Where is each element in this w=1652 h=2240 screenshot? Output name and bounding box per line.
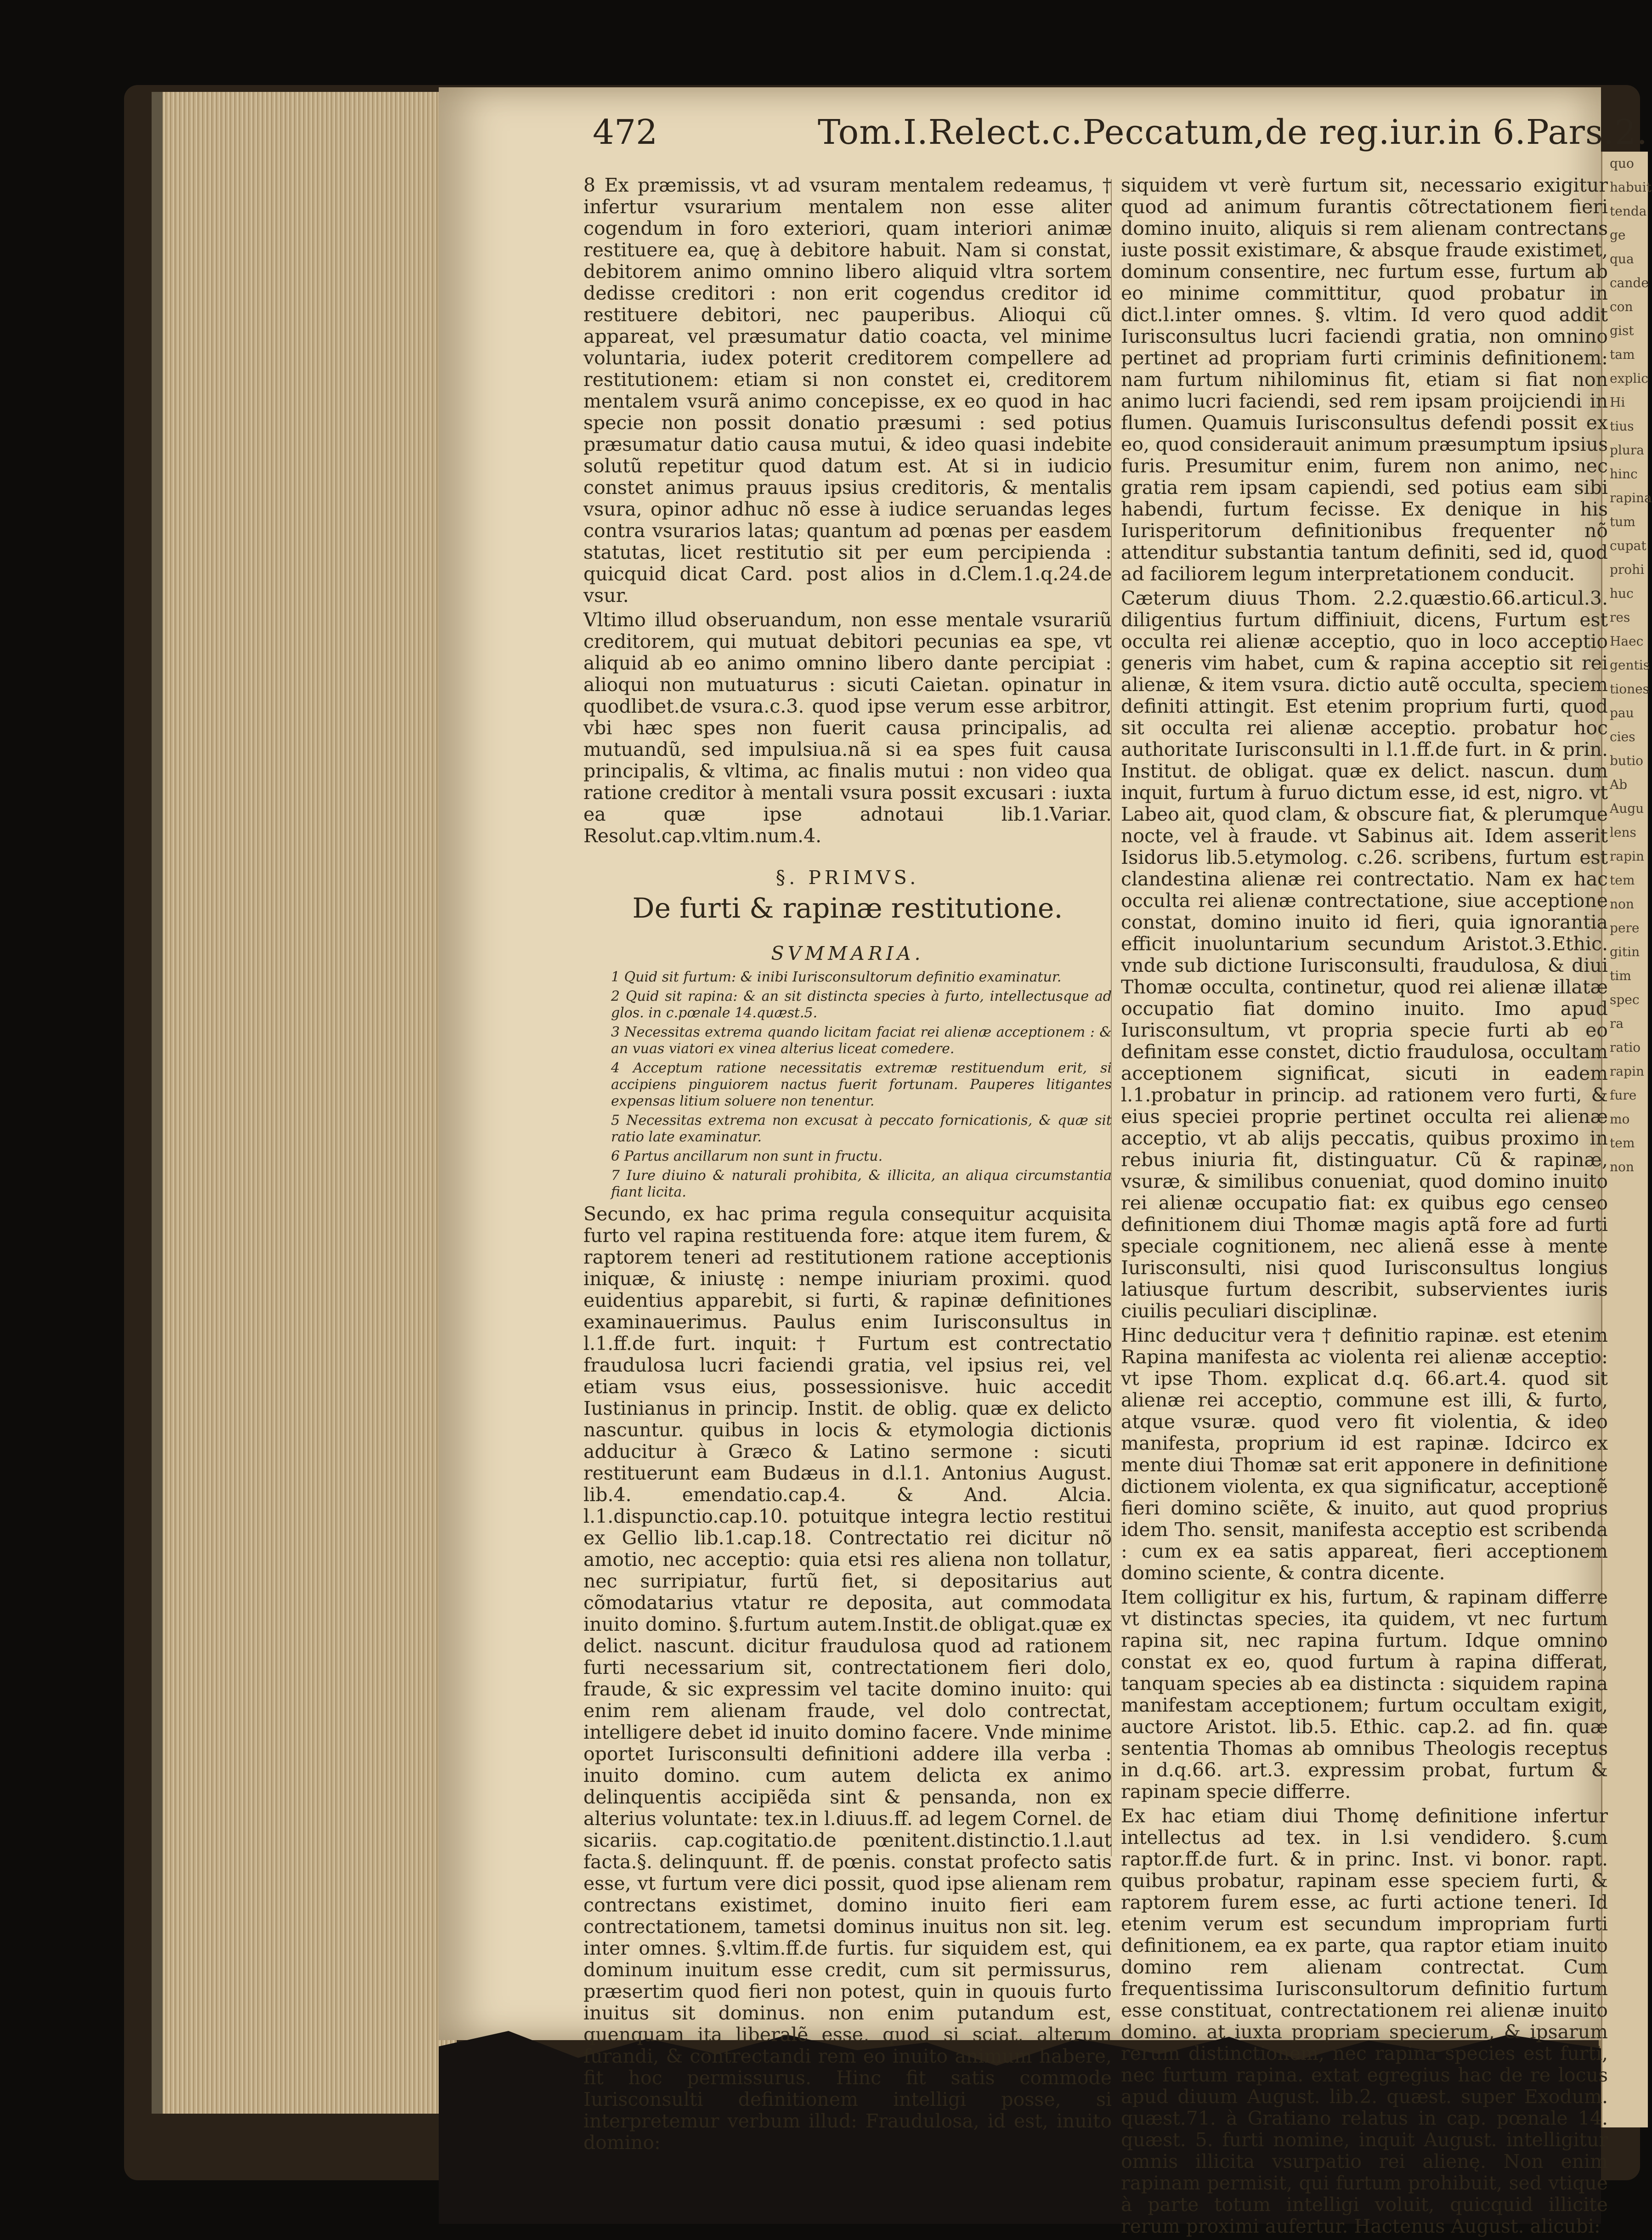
summary-item: 1 Quid sit furtum: & inibi Iurisconsultorum definitio examinatur.: [611, 969, 1062, 985]
summary-item: 5 Necessitas extrema non excusat à peccato fornicationis, & quæ sit ratio late examinatur.: [611, 1112, 1112, 1145]
facing-page-fragment: fure: [1610, 1088, 1637, 1103]
facing-page-fragment: quo: [1610, 156, 1634, 171]
facing-page-fragment: non: [1610, 1159, 1634, 1174]
paragraph: siquidem vt verè furtum sit, necessario exigitur quod ad animum furantis cõtrectationem fieri domino inuito, aliquis si rem alienam contrectans iuste possit existimare, & absque fraude existimet, dominum consentire, nec furtum esse, furtum ab eo minime committitur, quod probatur in dict.l.inter omnes. §. vltim. Id vero quod addit Iurisconsultus lucri faciendi gratia, non omnino pertinet ad propriam furti criminis definitionem: nam furtum nihilominus fit, etiam si fiat non animo lucri faciendi, sed rem ipsam proijciendi in flumen. Quamuis Iurisconsultus defendi possit ex eo, quod considerauit animum præsumptum ipsius furis. Presumitur enim, furem non animo, nec gratia rem ipsam capiendi, sed potius eam sibi habendi, furtum fecisse. Ex denique in his Iurisperitorum definitionibus frequenter nõ attenditur substantia tantum definiti, sed id, quod ad faciliorem legum interpretationem conducit.: [1121, 174, 1608, 585]
facing-page-fragment: habuit: [1610, 180, 1652, 195]
paragraph: Secundo, ex hac prima regula consequitur acquisita furto vel rapina restituenda fore: atque item furem, & raptorem teneri ad restitutionem ratione acceptionis iniquæ, & iniustę : nempe iniuriam proximi. quod euidentius apparebit, si furti, & rapinæ definitiones examinauerimus. Paulus enim Iurisconsultus in l.1.ff.de furt. inquit: † Furtum est contrectatio fraudulosa lucri faciendi gratia, vel ipsius rei, vel etiam vsus eius, possessionisve. huic accedit Iustinianus in princip. Instit. de oblig. quæ ex delicto nascuntur. quibus in locis & etymologia dictionis adducitur à Græco & Latino sermone : sicuti restituerunt eam Budæus in d.l.1. Antonius August. lib.4. emendatio.cap.4. & And. Alcia. l.1.dispunctio.cap.10. potuitque integra lectio restitui ex Gellio lib.1.cap.18. Contrectatio rei dicitur nõ amotio, nec acceptio: quia etsi res aliena non tollatur, nec surripiatur, furtũ fiet, si depositarius aut cõmodatarius vtatur re deposita, aut commodata inuito domino. §.furtum autem.Instit.de obligat.quæ ex delict. nascunt. dicitur fraudulosa quod ad rationem furti necessarium sit, contrectationem fieri dolo, fraude, & sic expressim vel tacite domino inuito: qui enim rem alienam fraude, vel dolo contrectat, intelligere debet id inuito domino facere. Vnde minime oportet Iurisconsulti definitioni addere illa verba : inuito domino. cum autem delicta ex animo delinquentis accipiẽda sint & pensanda, non ex alterius voluntate: tex.in l.diuus.ff. ad legem Cornel. de sicariis. cap.cogitatio.de pœnitent.distinctio.1.l.aut facta.§. delinquunt. ff. de pœnis. constat profecto satis esse, vt furtum vere dici possit, quod ipse alienam rem contrectans existimet, domino inuito fieri eam contrectationem, tametsi dominus inuitus non sit. leg. inter omnes. §.vltim.ff.de furtis. fur siquidem est, qui dominum inuitum esse credit, cum sit permissurus, præsertim quod fieri non potest, quin in quouis furto inuitus sit dominus. non enim putandum est, quenquam ita liberalẽ esse, quod si sciat, alterum furandi, & contrectandi rem eo inuito animum habere, fit hoc permissurus. Hinc fit satis commode Iurisconsulti definitionem intelligi posse, si interpretemur verbum illud: Fraudulosa, id est, inuito domino:: [583, 1203, 1112, 2154]
summaria-heading: SVMMARIA.: [771, 942, 924, 964]
facing-page-fragment: qua: [1610, 251, 1634, 267]
section-title: De furti & rapinæ restitutione.: [632, 892, 1063, 924]
facing-page-fragment: ge: [1610, 227, 1626, 243]
facing-page-fragment: con: [1610, 299, 1633, 314]
facing-page-fragment: cupat: [1610, 538, 1646, 553]
facing-page-fragment: gentis: [1610, 658, 1650, 673]
paragraph: Item colligitur ex his, furtum, & rapinam differre vt distinctas species, ita quidem, vt nec furtum rapina sit, nec rapina furtum. Idque omnino constat ex eo, quod furtum à rapina differat, tanquam species ab ea distincta : siquidem rapina manifestam acceptionem; furtum occultam exigit, auctore Aristot. lib.5. Ethic. cap.2. ad fin. quæ sententia Thomas ab omnibus Theologis receptus in d.q.66. art.3. expressim probat, furtum & rapinam specie differre.: [1121, 1586, 1608, 1803]
facing-page-fragment: tiones: [1610, 681, 1650, 697]
facing-page-fragment: plura: [1610, 442, 1644, 458]
facing-page-fragment: cande: [1610, 275, 1649, 290]
right-column: [1121, 175, 1608, 2240]
paragraph: Vltimo illud obseruandum, non esse mentale vsurariũ creditorem, qui mutuat debitori pecunias ea spe, vt aliquid ab eo animo omnino libero dante percipiat : alioqui non mutuaturus : sicuti Caietan. opinatur in quodlibet.de vsura.c.3. quod ipse verum esse arbitror, vbi hæc spes non fuerit causa principalis, ad mutuandũ, sed impulsiua.nã si ea spes fuit causa principalis, & vltima, ac finalis mutui : non video qua ratione creditor à mentali vsura possit excusari : iuxta ea quæ ipse adnotaui lib.1.Variar. Resolut.cap.vltim.num.4.: [583, 609, 1112, 847]
paragraph: Hinc deducitur vera † definitio rapinæ. est etenim Rapina manifesta ac violenta rei alienæ acceptio: vt ipse Thom. explicat d.q. 66.art.4. quod sit alienæ rei acceptio, commune est illi, & furto, atque vsuræ. quod vero fit violentia, & ideo manifesta, proprium id est rapinæ. Idcirco ex mente diui Thomæ sat erit apponere in definitione dictionem violenta, ex qua significatur, acceptionẽ fieri domino sciẽte, & inuito, aut quod proprius idem Tho. sensit, manifesta acceptio est scribenda : cum ex ea satis appareat, fieri acceptionem domino sciente, & contra dicente.: [1121, 1324, 1608, 1584]
paragraph: 8 Ex præmissis, vt ad vsuram mentalem redeamus, † infertur vsurarium mentalem non esse aliter cogendum in foro exteriori, quam interiori animæ restituere ea, quę à debitore habuit. Nam si constat, debitorem animo omnino libero aliquid vltra sortem dedisse creditori : non erit cogendus creditor id restituere debitori, nec pauperibus. Alioqui cũ appareat, vel præsumatur datio coacta, vel minime voluntaria, iudex poterit creditorem compellere ad restitutionem: etiam si non constet ei, creditorem mentalem vsurã animo concepisse, ex eo quod in hac specie non possit donatio præsumi : sed potius præsumatur datio causa mutui, & ideo quasi indebite solutũ repetitur quod datum est. At si in iudicio constet animus prauus ipsius creditoris, & mentalis vsura, opinor adhuc nõ esse à iudice seruandas leges contra vsurarios latas; quantum ad pœnas per easdem statutas, licet restitutio sit per eum percipienda : quicquid dicat Card. post alios in d.Clem.1.q.24.de vsur.: [583, 174, 1112, 607]
facing-page-fragment: tius: [1610, 419, 1634, 434]
facing-page-fragment: huc: [1610, 586, 1634, 601]
left-column: [583, 175, 1112, 2156]
facing-page-fragment: Augu: [1610, 801, 1644, 816]
facing-page-fragment: prohi: [1610, 562, 1645, 577]
facing-page-fragment: rapin: [1610, 1064, 1644, 1079]
facing-page-fragment: gist: [1610, 323, 1634, 338]
page-number: 472: [593, 113, 658, 152]
facing-page-fragment: butio: [1610, 753, 1644, 768]
facing-page-fragment: cies: [1610, 729, 1635, 744]
summary-item: 2 Quid sit rapina: & an sit distincta species à furto, intellectusque ad glos. in c.pœnale 14.quæst.5.: [611, 988, 1112, 1021]
section-heading: §. PRIMVS.: [775, 867, 920, 889]
facing-page-fragment: Haec: [1610, 634, 1644, 649]
running-title: Tom.I.Relect.c.Peccatum,de reg.iur.in 6.Pars.2.: [818, 113, 1648, 152]
facing-page-fragment: non: [1610, 896, 1634, 912]
facing-page-fragment: Ab: [1610, 777, 1628, 792]
paragraph: Cæterum diuus Thom. 2.2.quæstio.66.articul.3. diligentius furtum diffiniuit, dicens, Furtum est occulta rei alienæ acceptio, quo in loco acceptio generis vim habet, cum & rapina acceptio sit rei alienæ, & item vsura. dictio autẽ occulta, speciem definiti attingit. Est etenim proprium furti, quod sit occulta rei alienæ acceptio. probatur hoc authoritate Iurisconsulti in l.1.ff.de furt. in & prin. Institut. de obligat. quæ ex delict. nascun. dum inquit, furtum à furuo dictum esse, id est, nigro. vt Labeo ait, quod clam, & obscure fiat, & plerumque nocte, vel à fraude. vt Sabinus ait. Idem asserit Isidorus lib.5.etymolog. c.26. scribens, furtum est clandestina alienæ rei contrectatio. Nam ex hac occulta rei alienæ contrectatione, siue acceptione constat, domino inuito id fieri, quia ignorantia efficit inuoluntarium secundum Aristot.3.Ethic. vnde sub dictione Iurisconsulti, fraudulosa, & diui Thomæ occulta, continetur, quod rei alienæ illatæ occupatio fiat domino inuito. Imo apud Iurisconsultum, vt propria specie furti ab eo definitam esse constet, dictio fraudulosa, occultam acceptionem significat, sicuti in eadem l.1.probatur in princip. ad rationem vero furti, & eius speciei proprie pertinet occulta rei alienæ acceptio, vt ab alijs peccatis, quibus proximo in rebus iniuria fit, distinguatur. Cũ & rapinæ, vsuræ, & similibus conueniat, quod domino inuito rei alienæ occupatio fiat: ex quibus ego censeo definitionem diui Thomæ magis aptã fore ad furti speciale cognitionem, nec alienã esse à mente Iurisconsulti, nisi quod Iurisconsultus longius latiusque furtum describit, subservientes iuris ciuilis peculiari disciplinæ.: [1121, 587, 1608, 1322]
facing-page-fragment: tum: [1610, 514, 1635, 529]
facing-page-fragment: mo: [1610, 1111, 1630, 1127]
facing-page-fragment: hinc: [1610, 466, 1638, 482]
facing-page-fragment: pere: [1610, 920, 1640, 936]
facing-page-fragment: lens: [1610, 825, 1636, 840]
facing-page-fragment: ratio: [1610, 1040, 1641, 1055]
summary-item: 7 Iure diuino & naturali prohibita, & illicita, an aliqua circumstantia fiant licita.: [611, 1168, 1112, 1200]
facing-page-fragment: tam: [1610, 347, 1635, 362]
facing-page-fragment: gitin: [1610, 944, 1640, 959]
facing-page-fragment: res: [1610, 610, 1630, 625]
summary-item: 3 Necessitas extrema quando licitam faciat rei alienæ acceptionem : & an vuas viatori ex vinea alterius liceat comedere.: [611, 1024, 1112, 1057]
facing-page-fragment: tim: [1610, 968, 1631, 983]
facing-page-fragment: rapina: [1610, 490, 1652, 505]
facing-page-fragment: tem: [1610, 1135, 1635, 1151]
summary-item: 6 Partus ancillarum non sunt in fructu.: [611, 1148, 883, 1164]
page-edges: [152, 92, 457, 2114]
facing-page-fragment: tenda: [1610, 204, 1647, 219]
paragraph: Ex hac etiam diui Thomę definitione infertur intellectus ad tex. in l.si vendidero. §.cum raptor.ff.de furt. & in princ. Inst. vi bonor. rapt. quibus probatur, rapinam esse speciem furti, & raptorem furem esse, ac furti actione teneri. Id etenim verum est secundum impropriam furti definitionem, ea ex parte, qua raptor etiam inuito domino rem alienam contrectat. Cum frequentissima Iurisconsultorum definitio furtum esse constituat, contrectationem rei alienæ inuito domino. at iuxta propriam specierum, & ipsarum rerum distinctionem, nec rapina species est furti, nec furtum rapina. extat egregius hac de re locus apud diuum August. lib.2. quæst. super Exodum. quæst.71. à Gratiano relatus in cap. pœnale 14. quæst. 5. furti nomine, inquit August. intelligitur omnis illicita vsurpatio rei alienę. Non enim rapinam permisit, qui furtum prohibuit, sed vtique à parte totum intelligi voluit, quicquid illicite rerum proximi aufertur. Hactenus August. alicubi:: [1121, 1805, 1608, 2237]
facing-page-fragment: ra: [1610, 1016, 1624, 1031]
facing-page-fragment: spec: [1610, 992, 1640, 1007]
facing-page-fragment: tem: [1610, 873, 1635, 888]
facing-page-fragment: pau: [1610, 705, 1634, 720]
summary-item: 4 Acceptum ratione necessitatis extremæ restituendum erit, si accipiens pinguiorem nactus fuerit fortunam. Pauperes litigantes expensas litium soluere non tenentur.: [611, 1060, 1112, 1109]
facing-page-fragment: Hi: [1610, 395, 1625, 410]
facing-page-fragment: explic: [1610, 371, 1648, 386]
facing-page-fragment: rapin: [1610, 849, 1644, 864]
